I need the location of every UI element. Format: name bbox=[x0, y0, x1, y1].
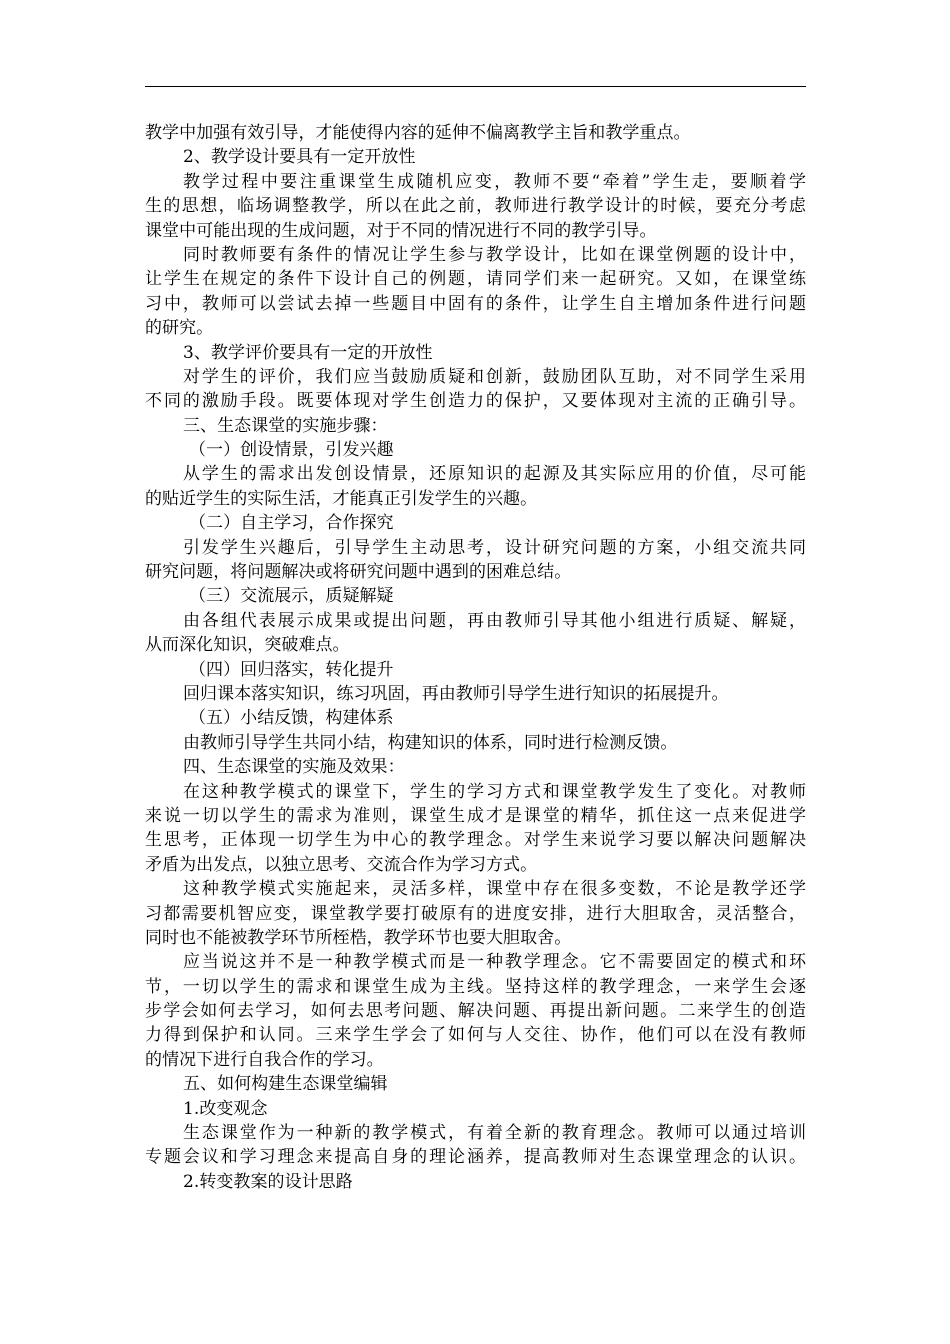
text-line: 三、生态课堂的实施步骤： bbox=[183, 415, 388, 436]
text-line: 力得到保护和认同。三来学生学会了如何与人交往、协作，他们可以在没有教师 bbox=[145, 1025, 806, 1046]
text-line: （五）小结反馈，构建体系 bbox=[189, 708, 394, 729]
text-line: （二）自主学习，合作探究 bbox=[189, 513, 394, 534]
text-line: 让学生在规定的条件下设计自己的例题，请同学们来一起研究。又如，在课堂练 bbox=[145, 269, 806, 290]
text-line: 习都需要机智应变，课堂教学要打破原有的进度安排，进行大胆取舍，灵活整合， bbox=[145, 903, 806, 924]
text-line: 引发学生兴趣后，引导学生主动思考，设计研究问题的方案，小组交流共同 bbox=[183, 537, 806, 558]
text-line: 1.改变观念 bbox=[183, 1098, 268, 1119]
text-line: 专题会议和学习理念来提高自身的理论涵养，提高教师对生态课堂理念的认识。 bbox=[145, 1147, 806, 1168]
text-line: （三）交流展示，质疑解疑 bbox=[189, 586, 394, 607]
text-line: 3、教学评价要具有一定的开放性 bbox=[183, 342, 433, 363]
text-line: 从学生的需求出发创设情景，还原知识的起源及其实际应用的价值，尽可能 bbox=[183, 464, 806, 485]
text-line: 习中，教师可以尝试去掉一些题目中固有的条件，让学生自主增加条件进行问题 bbox=[145, 293, 806, 314]
text-line: 由各组代表展示成果或提出问题，再由教师引导其他小组进行质疑、解疑， bbox=[183, 610, 806, 631]
text-line: 2、教学设计要具有一定开放性 bbox=[183, 147, 416, 168]
text-line: 教学过程中要注重课堂生成随机应变，教师不要“牵着”学生走，要顺着学 bbox=[183, 171, 806, 192]
text-line: 四、生态课堂的实施及效果： bbox=[183, 757, 405, 778]
text-line: 生思考，正体现一切学生为中心的教学理念。对学生来说学习要以解决问题解决 bbox=[145, 830, 806, 851]
text-line: 步学会如何去学习，如何去思考问题、解决问题、再提出新问题。二来学生的创造 bbox=[145, 1001, 806, 1022]
text-line: 2.转变教案的设计思路 bbox=[183, 1171, 353, 1192]
text-line: 的研究。 bbox=[145, 318, 214, 339]
text-line: 同时也不能被教学环节所桎梏，教学环节也要大胆取舍。 bbox=[145, 927, 572, 948]
text-line: 的贴近学生的实际生活，才能真正引发学生的兴趣。 bbox=[145, 488, 538, 509]
text-line: （一）创设情景，引发兴趣 bbox=[189, 440, 394, 461]
text-line: 同时教师要有条件的情况让学生参与教学设计，比如在课堂例题的设计中， bbox=[183, 244, 806, 265]
text-line: 在这种教学模式的课堂下，学生的学习方式和课堂教学发生了变化。对教师 bbox=[183, 781, 806, 802]
document-body bbox=[145, 121, 806, 1194]
text-line: 这种教学模式实施起来，灵活多样，课堂中存在很多变数，不论是教学还学 bbox=[183, 879, 806, 900]
text-line: 矛盾为出发点，以独立思考、交流合作为学习方式。 bbox=[145, 854, 538, 875]
text-line: 教学中加强有效引导，才能使得内容的延伸不偏离教学主旨和教学重点。 bbox=[145, 123, 691, 143]
text-line: 的情况下进行自我合作的学习。 bbox=[145, 1049, 384, 1070]
text-line: 应当说这并不是一种教学模式而是一种教学理念。它不需要固定的模式和环 bbox=[183, 952, 806, 973]
text-line: 生的思想，临场调整教学，所以在此之前，教师进行教学设计的时候，要充分考虑 bbox=[145, 196, 806, 217]
text-line: 节，一切以学生的需求和课堂生成为主线。坚持这样的教学理念，一来学生会逐 bbox=[145, 976, 806, 997]
text-line: 不同的激励手段。既要体现对学生创造力的保护，又要体现对主流的正确引导。 bbox=[145, 391, 806, 412]
header-rule bbox=[145, 86, 806, 87]
text-line: 从而深化知识，突破难点。 bbox=[145, 635, 350, 656]
text-line: 由教师引导学生共同小结，构建知识的体系，同时进行检测反馈。 bbox=[183, 732, 678, 753]
text-line: 来说一切以学生的需求为准则，课堂生成才是课堂的精华，抓住这一点来促进学 bbox=[145, 805, 806, 826]
text-line: 五、如何构建生态课堂编辑 bbox=[183, 1074, 388, 1095]
text-line: 课堂中可能出现的生成问题，对于不同的情况进行不同的教学引导。 bbox=[145, 220, 657, 241]
text-line: （四）回归落实，转化提升 bbox=[189, 659, 394, 680]
text-line: 生态课堂作为一种新的教学模式，有着全新的教育理念。教师可以通过培训 bbox=[183, 1123, 806, 1144]
text-line: 研究问题，将问题解决或将研究问题中遇到的困难总结。 bbox=[145, 562, 572, 583]
text-line: 对学生的评价，我们应当鼓励质疑和创新，鼓励团队互助，对不同学生采用 bbox=[183, 366, 806, 387]
text-line: 回归课本落实知识，练习巩固，再由教师引导学生进行知识的拓展提升。 bbox=[183, 683, 729, 704]
